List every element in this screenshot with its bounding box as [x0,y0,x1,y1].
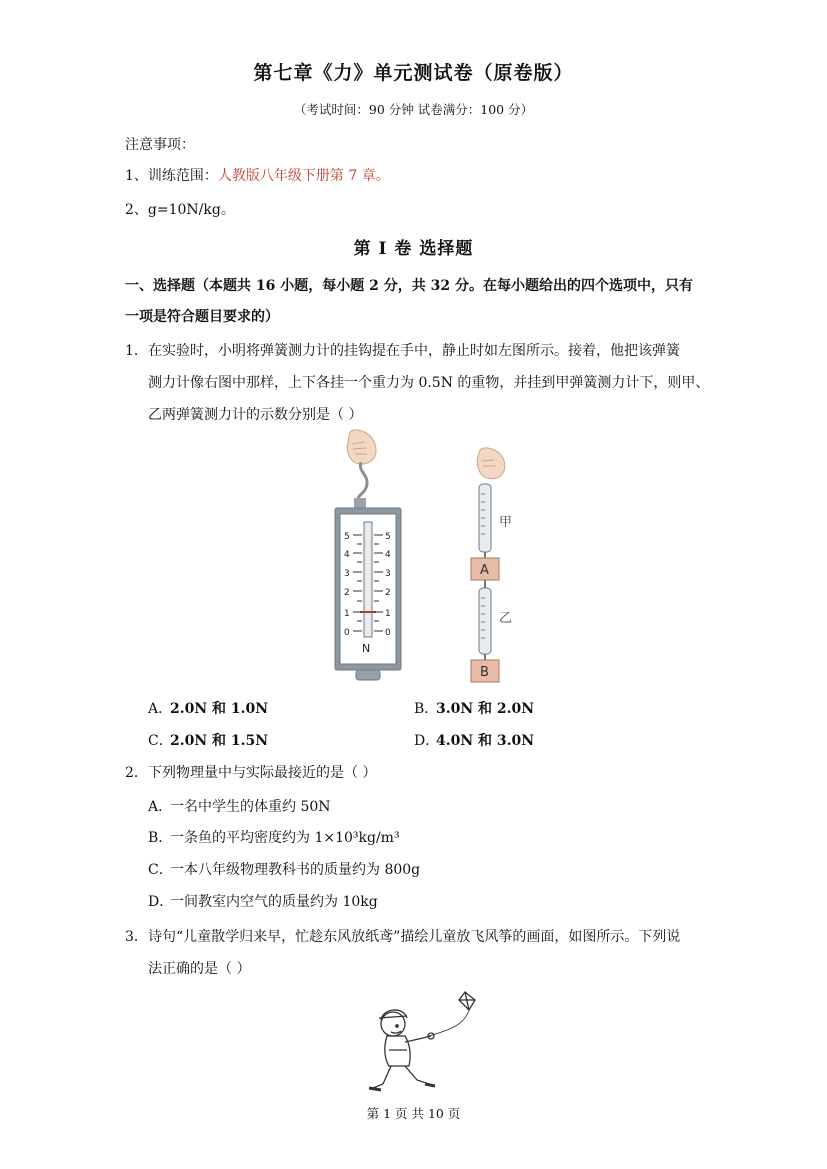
option-letter: B． [414,701,439,717]
q1-option-b[interactable] [414,698,534,718]
scale-label: 2 [344,588,350,598]
option-letter: D． [148,894,174,910]
q1-line-3: 乙两弹簧测力计的示数分别是（ ） [148,407,363,423]
scale-label: 5 [344,532,350,542]
q3-line-2: 法正确的是（ ） [148,961,251,977]
scale-label: 5 [385,532,391,542]
scale-label: 1 [344,609,350,619]
left-meter-slot [364,522,372,637]
q1-option-c[interactable] [148,730,268,750]
option-text: 一条鱼的平均密度约为 1×10³kg/m³ [170,830,400,846]
q3-line-1: 诗句“儿童散学归来早，忙趁东风放纸鸢”描绘儿童放飞风筝的画面，如图所示。下列说 [148,929,681,945]
scale-label: 0 [344,628,350,638]
note-item-1 [125,165,390,185]
q3-number: 3． [125,929,148,945]
q1-option-a[interactable] [148,698,268,718]
scale-label: 1 [385,609,391,619]
q1-number: 1． [125,343,148,359]
option-letter: C． [148,733,173,749]
child-arm [405,1036,431,1042]
q2-option-c[interactable] [148,859,420,879]
option-letter: C． [148,862,173,878]
scale-label: 0 [385,628,391,638]
option-text: 一名中学生的体重约 50N [170,799,331,815]
option-text: 2.0N 和 1.5N [170,733,269,749]
left-meter-bottom-ring [356,670,380,680]
option-letter: B． [148,830,173,846]
child-leg-left [373,1066,391,1088]
option-text: 3.0N 和 2.0N [436,701,535,717]
scale-label: 4 [344,550,350,560]
q1-figure [320,428,540,690]
left-hook [358,462,367,498]
exam-info: （考试时间：90 分钟 试卷满分：100 分） [293,102,534,117]
weight-b-label: B [480,665,489,680]
q2-option-b[interactable] [148,827,400,847]
q2-line-1: 下列物理量中与实际最接近的是（ ） [148,765,377,781]
left-meter-unit: N [362,642,371,655]
weight-a-label: A [480,563,489,578]
scale-label: 3 [344,569,350,579]
option-text: 4.0N 和 3.0N [436,733,535,749]
page-title: 第七章《力》单元测试卷（原卷版） [253,62,574,84]
q1-line-2: 测力计像右图中那样，上下各挂一个重力为 0.5N 的重物，并挂到甲弹簧测力计下，则甲、 [148,375,710,391]
q1-option-d[interactable] [414,730,534,750]
q3-kite-figure [365,988,485,1100]
left-hand-illustration [347,430,376,464]
child-body [385,1036,410,1066]
section-title: 第 I 卷 选择题 [353,239,474,259]
option-letter: A． [148,799,173,815]
scale-label: 2 [385,588,391,598]
right-hand-illustration [477,448,505,479]
option-text: 2.0N 和 1.0N [170,701,269,717]
meter-yi-label: 乙 [499,611,513,626]
option-letter: D． [414,733,440,749]
option-text: 一间教室内空气的质量约为 10kg [170,894,378,910]
scale-label: 3 [385,569,391,579]
child-leg-right [405,1066,429,1084]
q2-option-d[interactable] [148,891,378,911]
note-item-2: 2、g=10N/kg。 [125,202,235,218]
option-text: 一本八年级物理教科书的质量约为 800g [170,862,421,878]
option-letter: A． [148,701,173,717]
notes-heading: 注意事项： [125,137,195,153]
q1-line-1: 在实验时，小明将弹簧测力计的挂钩提在手中，静止时如左图所示。接着，他把该弹簧 [148,343,680,359]
section-instruction-line2: 一项是符合题目要求的） [125,309,279,325]
page-footer: 第 1 页 共 10 页 [366,1106,461,1121]
scale-label: 4 [385,550,391,560]
note-item-1-highlight: 人教版八年级下册第 7 章。 [217,168,390,184]
note-item-1-prefix: 1、训练范围： [125,168,218,184]
q2-number: 2． [125,765,148,781]
q2-option-a[interactable] [148,796,331,816]
section-instruction-line1: 一、选择题（本题共 16 小题，每小题 2 分，共 32 分。在每小题给出的四个选项中，只有 [125,278,693,294]
meter-jia-label: 甲 [499,515,513,530]
